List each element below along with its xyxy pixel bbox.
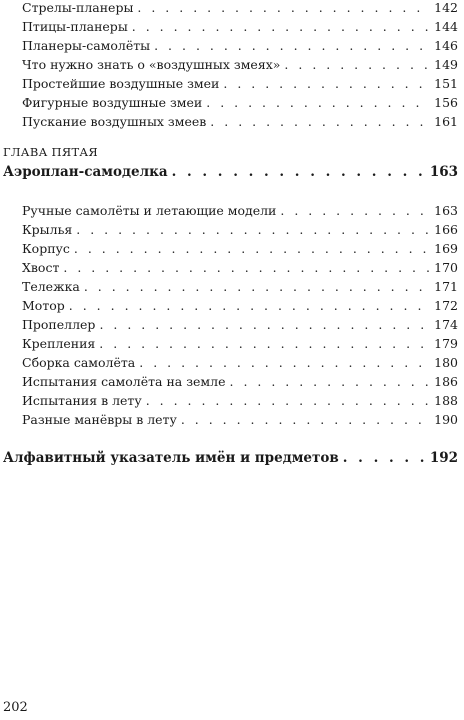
toc-entry-page: 186: [434, 374, 458, 389]
toc-entry-title: Корпус: [22, 241, 70, 256]
toc-leader: [280, 203, 430, 219]
toc-entry: [22, 298, 458, 314]
toc-entry-page: 180: [434, 355, 458, 370]
toc-entry-title: Пускание воздушных змеев: [22, 114, 207, 129]
toc-entry-page: 174: [434, 317, 458, 332]
toc-entry-title: Тележка: [22, 279, 80, 294]
toc-entry-page: 190: [434, 412, 458, 427]
toc-entry-page: 172: [434, 298, 458, 313]
toc-entry-page: 188: [434, 393, 458, 408]
toc-entry-title: Фигурные воздушные змеи: [22, 95, 203, 110]
toc-entry-title: Испытания в лету: [22, 393, 142, 408]
toc-leader: [84, 279, 430, 295]
toc-leader: [230, 374, 431, 390]
toc-leader: [99, 317, 430, 333]
chapter-label: ГЛАВА ПЯТАЯ: [3, 145, 99, 159]
toc-entry-page: 156: [434, 95, 458, 110]
toc-entry: [22, 76, 458, 92]
toc-leader: [181, 412, 430, 428]
index-entry-title: Алфавитный указатель имён и предметов: [3, 450, 339, 466]
toc-entry-title: Пропеллер: [22, 317, 96, 332]
toc-entry-page: 169: [434, 241, 458, 256]
toc-leader: [206, 95, 430, 111]
toc-entry-page: 144: [434, 19, 458, 34]
toc-entry-title: Мотор: [22, 298, 65, 313]
toc-entry-page: 179: [434, 336, 458, 351]
toc-leader: [137, 0, 430, 16]
toc-entry-page: 161: [434, 114, 458, 129]
toc-leader: [63, 260, 430, 276]
toc-leader: [132, 19, 430, 35]
toc-entry-title: Стрелы-планеры: [22, 0, 134, 15]
chapter-page: 163: [429, 164, 458, 180]
toc-entry: [22, 203, 458, 219]
toc-leader: [74, 241, 430, 257]
toc-entry-title: Крылья: [22, 222, 73, 237]
toc-entry-title: Простейшие воздушные змеи: [22, 76, 220, 91]
toc-entry-title: Крепления: [22, 336, 96, 351]
toc-entry: [22, 95, 458, 111]
toc-leader: [146, 393, 430, 409]
toc-entry-page: 146: [434, 38, 458, 53]
toc-entry-title: Испытания самолёта на земле: [22, 374, 226, 389]
toc-leader: [69, 298, 430, 314]
toc-entry-title: Хвост: [22, 260, 60, 275]
toc-entry: [22, 57, 458, 73]
toc-entry: [22, 336, 458, 352]
toc-leader: [343, 450, 426, 466]
toc-leader: [139, 355, 430, 371]
toc-entry: [22, 260, 458, 276]
toc-entry-page: 142: [434, 0, 458, 15]
toc-leader: [172, 164, 426, 180]
index-entry: [3, 450, 458, 466]
chapter-title-entry: [3, 164, 458, 180]
toc-entry-page: 166: [434, 222, 458, 237]
page-number: 202: [3, 700, 28, 715]
toc-entry: [22, 222, 458, 238]
toc-entry: [22, 355, 458, 371]
toc-entry-title: Разные манёвры в лету: [22, 412, 177, 427]
toc-leader: [284, 57, 430, 73]
toc-leader: [99, 336, 430, 352]
toc-entry: [22, 374, 458, 390]
toc-entry: [22, 393, 458, 409]
toc-entry: [22, 317, 458, 333]
toc-leader: [154, 38, 430, 54]
toc-entry: [22, 0, 458, 16]
toc-entry-page: 163: [434, 203, 458, 218]
toc-leader: [76, 222, 430, 238]
toc-entry: [22, 279, 458, 295]
toc-entry-page: 151: [434, 76, 458, 91]
toc-leader: [223, 76, 430, 92]
toc-entry-title: Сборка самолёта: [22, 355, 136, 370]
toc-entry-page: 170: [434, 260, 458, 275]
chapter-title: Аэроплан-самоделка: [3, 164, 168, 180]
toc-entry: [22, 38, 458, 54]
toc-entry-title: Что нужно знать о «воздушных змеях»: [22, 57, 281, 72]
toc-entry: [22, 19, 458, 35]
toc-entry-title: Птицы-планеры: [22, 19, 128, 34]
toc-entry-page: 171: [434, 279, 458, 294]
toc-entry-title: Ручные самолёты и летающие модели: [22, 203, 277, 218]
toc-entry-page: 149: [434, 57, 458, 72]
toc-entry-title: Планеры-самолёты: [22, 38, 151, 53]
index-entry-page: 192: [429, 450, 458, 466]
toc-entry: [22, 241, 458, 257]
toc-entry: [22, 412, 458, 428]
toc-entry: [22, 114, 458, 130]
toc-leader: [210, 114, 430, 130]
